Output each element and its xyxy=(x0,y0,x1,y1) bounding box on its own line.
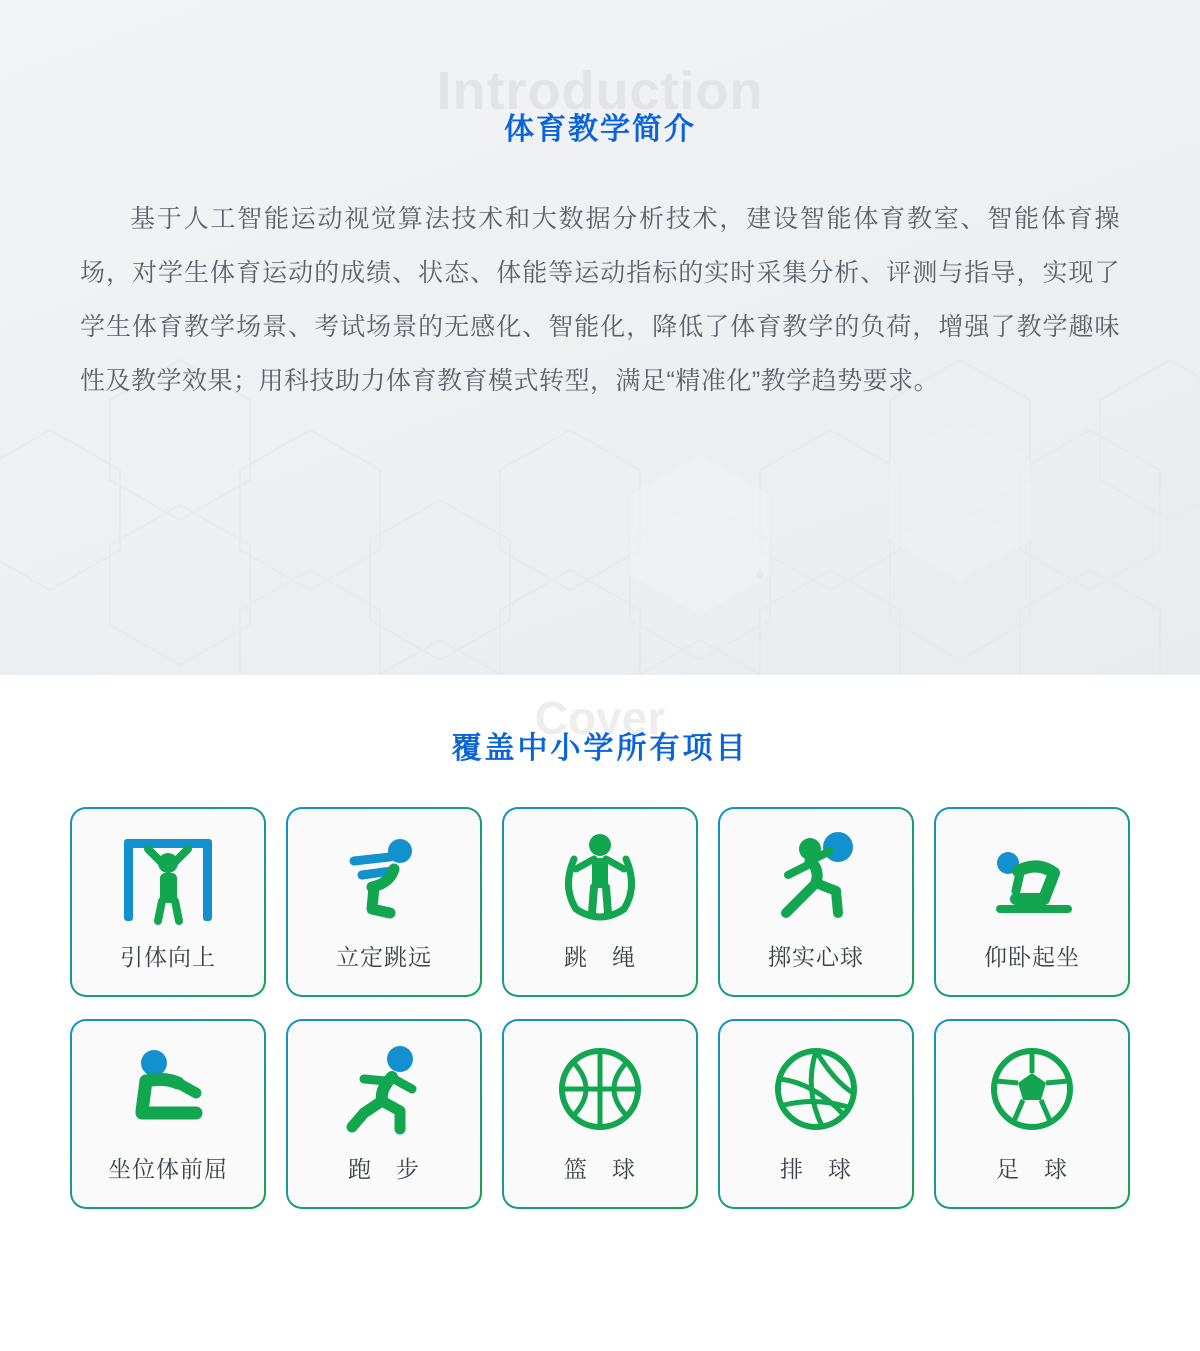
introduction-title: 体育教学简介 xyxy=(504,113,696,146)
shot-put-icon xyxy=(760,815,872,939)
cover-title: 覆盖中小学所有项目 xyxy=(451,732,749,765)
sport-card-label: 跳 绳 xyxy=(564,944,636,970)
sport-card-label: 篮 球 xyxy=(564,1156,636,1182)
sport-card-label: 排 球 xyxy=(780,1156,852,1182)
sport-card-rope-skipping[interactable] xyxy=(502,807,698,997)
sport-card-label: 立定跳远 xyxy=(336,944,432,970)
cover-ghost-wrapper xyxy=(0,675,1200,771)
volleyball-icon xyxy=(764,1027,868,1151)
sit-up-icon xyxy=(976,815,1088,939)
sport-card-football[interactable] xyxy=(934,1019,1130,1209)
sport-card-label: 引体向上 xyxy=(120,944,216,970)
sit-and-reach-icon xyxy=(112,1027,224,1151)
sport-card-basketball[interactable] xyxy=(502,1019,698,1209)
sport-card-running[interactable] xyxy=(286,1019,482,1209)
running-icon xyxy=(328,1027,440,1151)
cover-section xyxy=(0,675,1200,1351)
sport-card-volleyball[interactable] xyxy=(718,1019,914,1209)
rope-skipping-icon xyxy=(544,815,656,939)
sport-card-label: 掷实心球 xyxy=(768,944,864,970)
introduction-paragraph: 基于人工智能运动视觉算法技术和大数据分析技术，建设智能体育教室、智能体育操场，对学生体育运动的成绩、状态、体能等运动指标的实时采集分析、评测与指导，实现了学生体育教学场景、考试场景的无感化、智能化，降低了体育教学的负荷，增强了教学趣味性及教学效果；用科技助力体育教育模式转型，满足“精准化”教学趋势要求。 xyxy=(80,205,1120,395)
sport-card-pull-up[interactable] xyxy=(70,807,266,997)
cover-ghost-title: Cover xyxy=(534,692,666,744)
sport-card-label: 仰卧起坐 xyxy=(984,944,1080,970)
sport-card-standing-long-jump[interactable] xyxy=(286,807,482,997)
pull-up-icon xyxy=(112,815,224,939)
introduction-section xyxy=(0,0,1200,675)
basketball-icon xyxy=(548,1027,652,1151)
football-icon xyxy=(980,1027,1084,1151)
standing-long-jump-icon xyxy=(328,815,440,939)
sport-card-label: 坐位体前屈 xyxy=(108,1156,228,1182)
sports-items-grid xyxy=(70,807,1130,1209)
sport-card-sit-and-reach[interactable] xyxy=(70,1019,266,1209)
sport-card-label: 足 球 xyxy=(996,1156,1068,1182)
sport-card-sit-up[interactable] xyxy=(934,807,1130,997)
sport-card-shot-put[interactable] xyxy=(718,807,914,997)
sport-card-label: 跑 步 xyxy=(348,1156,420,1182)
introduction-ghost-title: Introduction xyxy=(436,61,764,121)
